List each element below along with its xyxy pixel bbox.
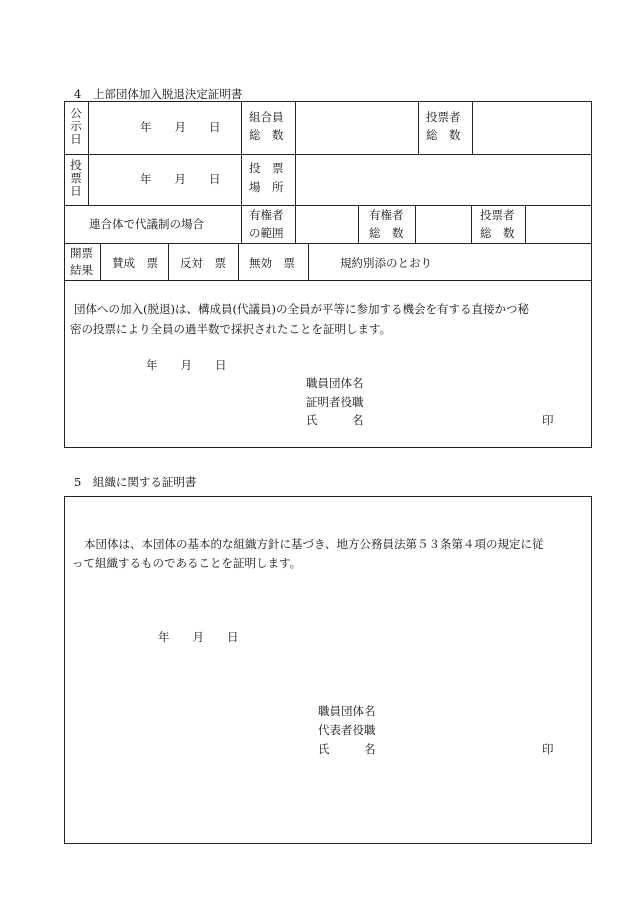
table-row-divider — [64, 154, 592, 155]
section5-date-field: 年 月 日 — [158, 630, 239, 644]
touhyousha-total-label-1: 投票者 — [480, 208, 515, 222]
touhyousha-label-2: 総 数 — [426, 128, 461, 142]
table-col-divider — [472, 101, 473, 154]
kumiaiin-label-2: 総 数 — [249, 128, 284, 142]
section5-name-label: 氏 名 — [318, 742, 376, 756]
hantai-votes-label: 反対 票 — [180, 256, 226, 270]
table-row-divider — [64, 205, 592, 206]
section4-cert-line2: 密の投票により全員の過半数で採択されたことを証明します。 — [70, 322, 392, 336]
section5-representative-title-label: 代表者役職 — [318, 723, 376, 737]
touhyou-date-field: 年 月 日 — [140, 172, 221, 186]
basho-label-2: 場 所 — [249, 180, 284, 194]
table-col-divider — [308, 243, 309, 281]
table-col-divider — [168, 243, 169, 281]
kaihyou-label-2: 結果 — [70, 263, 93, 277]
section4-certifier-title-label: 証明者役職 — [306, 395, 364, 409]
kouji-date-field: 年 月 日 — [140, 120, 221, 134]
touhyousha-label-1: 投票者 — [426, 110, 461, 124]
table-col-divider — [471, 205, 472, 243]
rengou-label: 連合体で代議制の場合 — [89, 217, 204, 231]
section5-org-name-label: 職員団体名 — [318, 704, 376, 718]
section4-seal-mark: 印 — [542, 413, 554, 427]
basho-label-1: 投 票 — [249, 161, 284, 175]
table-col-divider — [418, 101, 419, 154]
table-col-divider — [525, 205, 526, 243]
section5-cert-line2: って組織するものであることを証明します。 — [72, 556, 302, 570]
kouji-date-label: 公示日 — [70, 106, 82, 146]
section5-seal-mark: 印 — [542, 742, 554, 756]
kiyaku-note: 規約別添のとおり — [340, 256, 432, 270]
section4-date-field: 年 月 日 — [146, 358, 227, 372]
yuukensha-range-label-2: の範囲 — [249, 226, 284, 240]
yuukensha-range-label-1: 有権者 — [249, 208, 284, 222]
touhyousha-total-label-2: 総 数 — [480, 226, 515, 240]
section4-cert-line1: 団体への加入(脱退)は、構成員(代議員)の全員が平等に参加する機会を有する直接かつ秘 — [74, 302, 529, 316]
table-col-divider — [415, 205, 416, 243]
kaihyou-label-1: 開票 — [70, 246, 93, 260]
table-col-divider — [358, 205, 359, 243]
touhyou-date-label: 投票日 — [70, 158, 82, 198]
table-col-divider — [100, 243, 101, 281]
sansei-votes-label: 賛成 票 — [112, 256, 158, 270]
section4-heading: 4 上部団体加入脱退決定証明書 — [74, 87, 243, 101]
table-col-divider — [88, 101, 89, 154]
yuukensha-total-label-2: 総 数 — [369, 226, 404, 240]
section5-heading: 5 組織に関する証明書 — [74, 475, 197, 489]
yuukensha-total-label-1: 有権者 — [369, 208, 404, 222]
mukou-votes-label: 無効 票 — [249, 256, 295, 270]
section5-cert-line1: 本団体は、本団体の基本的な組織方針に基づき、地方公務員法第５３条第４項の規定に従 — [84, 537, 544, 551]
section4-name-label: 氏 名 — [306, 413, 364, 427]
kumiaiin-label-1: 組合員 — [249, 110, 284, 124]
table-col-divider — [238, 243, 239, 281]
table-col-divider — [241, 101, 242, 243]
table-col-divider — [295, 101, 296, 243]
table-col-divider — [88, 154, 89, 205]
section4-org-name-label: 職員団体名 — [306, 376, 364, 390]
table-row-divider — [64, 243, 592, 244]
